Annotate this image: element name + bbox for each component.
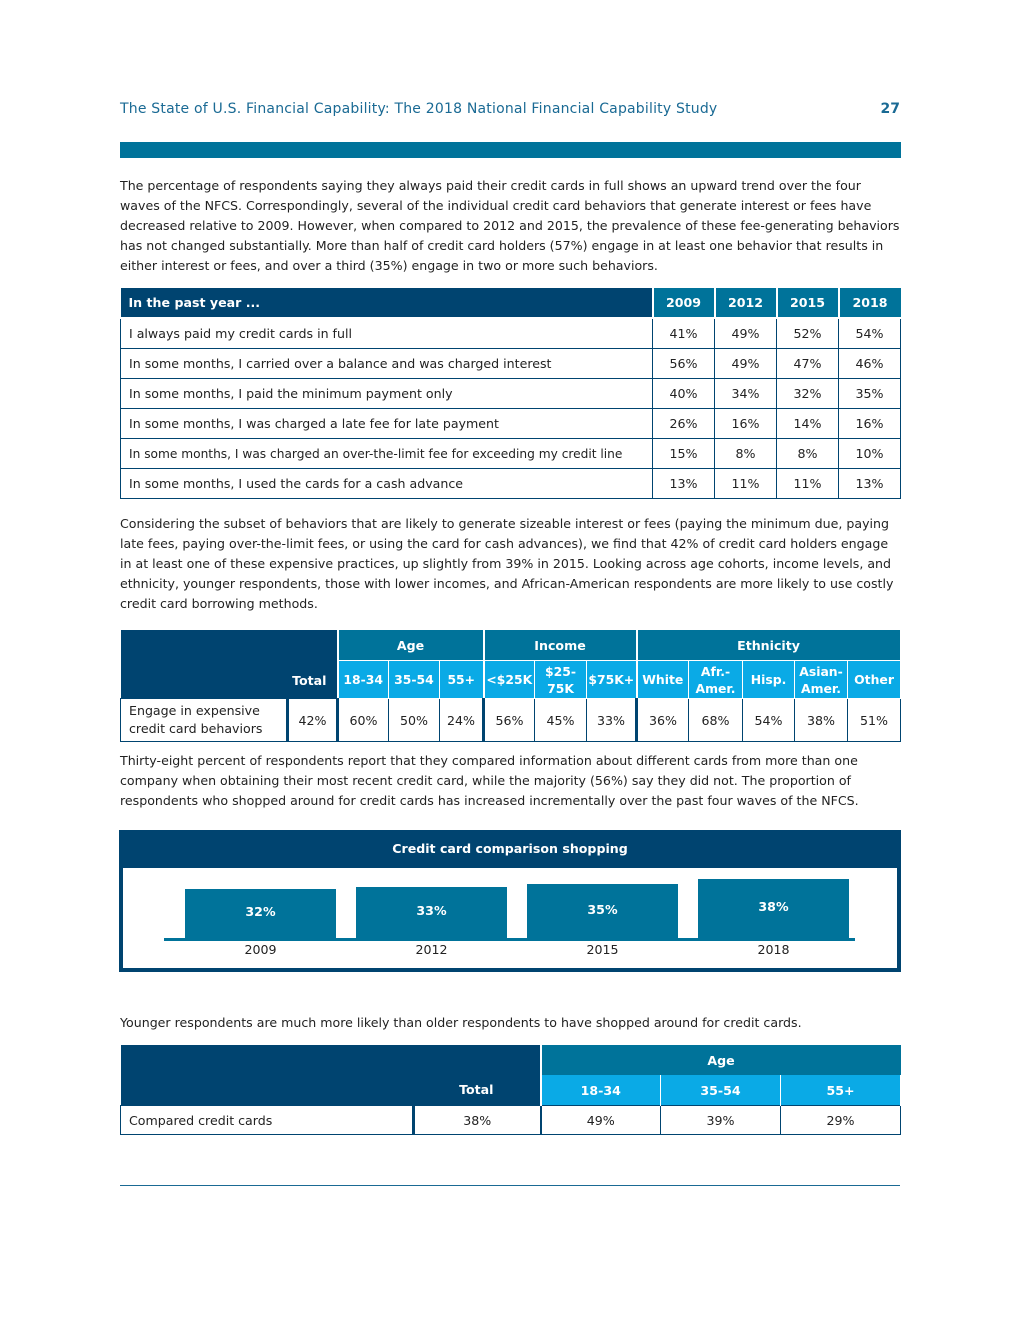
row-value: 50%	[389, 699, 440, 742]
ethnicity-group-header: Ethnicity	[637, 630, 901, 661]
x-tick-label: 2012	[415, 942, 448, 957]
table-row	[121, 318, 901, 349]
table-row	[121, 379, 901, 409]
row-value: 56%	[484, 699, 535, 742]
age-sub-header: 35-54	[389, 661, 440, 699]
group-header-row	[121, 630, 901, 661]
ethnicity-sub-header: White	[637, 661, 689, 699]
row-value: 10%	[839, 439, 901, 469]
total-header: Total	[292, 673, 327, 688]
row-label: I always paid my credit cards in full	[121, 318, 653, 349]
row-value: 49%	[715, 349, 777, 379]
row-value: 34%	[715, 379, 777, 409]
header-bar	[120, 142, 901, 158]
bar-value-label: 33%	[416, 903, 447, 919]
age-sub-header: 55+	[781, 1075, 901, 1106]
row-value: 11%	[715, 469, 777, 499]
row-value: 13%	[653, 469, 715, 499]
table-row	[121, 349, 901, 379]
row-value: 54%	[743, 699, 795, 742]
credit-card-behaviors-table	[120, 288, 901, 499]
income-sub-header: $25-75K	[535, 661, 587, 699]
row-label: Compared credit cards	[121, 1106, 414, 1135]
row-value: 32%	[777, 379, 839, 409]
ethnicity-sub-header: Asian-Amer.	[795, 661, 848, 699]
row-value: 41%	[653, 318, 715, 349]
year-header: 2009	[653, 288, 715, 318]
row-value: 8%	[715, 439, 777, 469]
row-value: 33%	[587, 699, 637, 742]
group-header-row	[121, 1045, 901, 1075]
table-header-label: In the past year ...	[121, 288, 653, 318]
row-value: 40%	[653, 379, 715, 409]
x-tick-label: 2018	[757, 942, 790, 957]
header-blank	[121, 1045, 541, 1106]
comparison-shopping-chart	[119, 830, 901, 972]
paragraph-4: Younger respondents are much more likely than older respondents to have shopped around for credit cards.	[120, 1015, 802, 1030]
total-header: Total	[459, 1082, 494, 1097]
row-value: 49%	[715, 318, 777, 349]
paragraph-3: Thirty-eight percent of respondents report that they compared information about different cards from more than one company when obtaining their most recent credit card, while the majority (56%) say they did not. The proportion of respondents who shopped around for credit cards has increased incrementally over the past four waves of the NFCS.	[120, 753, 859, 808]
page-number: 27	[880, 101, 900, 117]
age-shopping-table	[120, 1045, 901, 1135]
row-value: 16%	[839, 409, 901, 439]
row-total: 38%	[414, 1106, 541, 1135]
row-value: 16%	[715, 409, 777, 439]
row-value: 11%	[777, 469, 839, 499]
row-value: 29%	[781, 1106, 901, 1135]
row-value: 52%	[777, 318, 839, 349]
income-sub-header: $75K+	[587, 661, 637, 699]
row-value: 13%	[839, 469, 901, 499]
x-tick-label: 2015	[586, 942, 619, 957]
age-sub-header: 18-34	[338, 661, 389, 699]
row-value: 51%	[848, 699, 901, 742]
year-header: 2018	[839, 288, 901, 318]
x-tick-label: 2009	[244, 942, 277, 957]
age-group-header: Age	[338, 630, 484, 661]
row-value: 54%	[839, 318, 901, 349]
row-value: 46%	[839, 349, 901, 379]
row-value: 60%	[338, 699, 389, 742]
row-value: 45%	[535, 699, 587, 742]
ethnicity-sub-header: Other	[848, 661, 901, 699]
row-label: In some months, I used the cards for a cash advance	[121, 469, 653, 499]
age-sub-header: 18-34	[541, 1075, 661, 1106]
row-value: 56%	[653, 349, 715, 379]
age-sub-header: 55+	[440, 661, 484, 699]
header-blank	[121, 630, 338, 699]
row-label: Engage in expensive credit card behaviors	[121, 699, 288, 742]
year-header: 2015	[777, 288, 839, 318]
row-value: 47%	[777, 349, 839, 379]
bar-value-label: 38%	[758, 899, 789, 914]
age-sub-header: 35-54	[661, 1075, 781, 1106]
row-value: 36%	[637, 699, 689, 742]
table-row	[121, 1106, 901, 1135]
row-label: In some months, I paid the minimum payment only	[121, 379, 653, 409]
chart-plot-area	[123, 868, 897, 968]
report-title: The State of U.S. Financial Capability: The 2018 National Financial Capability Study	[120, 101, 718, 117]
demographic-breakdown-table	[120, 630, 902, 742]
ethnicity-sub-header: Hisp.	[743, 661, 795, 699]
row-value: 14%	[777, 409, 839, 439]
bar-value-label: 35%	[587, 901, 618, 917]
row-value: 8%	[777, 439, 839, 469]
table-row	[121, 469, 901, 499]
table-row	[121, 439, 901, 469]
footer-rule	[120, 1185, 900, 1186]
income-group-header: Income	[484, 630, 637, 661]
row-label: In some months, I was charged a late fee for late payment	[121, 409, 653, 439]
chart-title: Credit card comparison shopping	[392, 841, 628, 856]
paragraph-1: The percentage of respondents saying they always paid their credit cards in full shows an upward trend over the four waves of the NFCS. Correspondingly, several of the individual credit card behaviors that generate interest or fees have decreased relative to 2009. However, when compared to 2012 and 2015, the prevalence of these fee-generating behaviors has not changed substantially. More than half of credit card holders (57%) engage in at least one behavior that results in either interest or fees, and over a third (35%) engage in two or more such behaviors.	[120, 178, 900, 273]
row-value: 49%	[541, 1106, 661, 1135]
row-total: 42%	[288, 699, 338, 742]
ethnicity-sub-header: Afr.-Amer.	[689, 661, 743, 699]
paragraph-2: Considering the subset of behaviors that are likely to generate sizeable interest or fees (paying the minimum due, paying late fees, paying over-the-limit fees, or using the card for cash advances), we find that 42% of credit card holders engage in at least one of these expensive practices, up slightly from 39% in 2015. Looking across age cohorts, income levels, and ethnicity, younger respondents, those with lower incomes, and African-American respondents are more likely to use costly credit card borrowing methods.	[120, 516, 894, 611]
row-value: 26%	[653, 409, 715, 439]
row-value: 38%	[795, 699, 848, 742]
age-group-header: Age	[541, 1045, 901, 1075]
row-value: 68%	[689, 699, 743, 742]
row-value: 24%	[440, 699, 484, 742]
row-value: 39%	[661, 1106, 781, 1135]
income-sub-header: <$25K	[484, 661, 535, 699]
table-row	[121, 699, 901, 742]
bar-value-label: 32%	[245, 904, 276, 919]
table-header-row	[121, 288, 901, 318]
table-row	[121, 409, 901, 439]
row-value: 15%	[653, 439, 715, 469]
row-label: In some months, I was charged an over-the-limit fee for exceeding my credit line	[121, 439, 653, 469]
year-header: 2012	[715, 288, 777, 318]
row-label: In some months, I carried over a balance and was charged interest	[121, 349, 653, 379]
page-header	[120, 100, 900, 124]
row-value: 35%	[839, 379, 901, 409]
